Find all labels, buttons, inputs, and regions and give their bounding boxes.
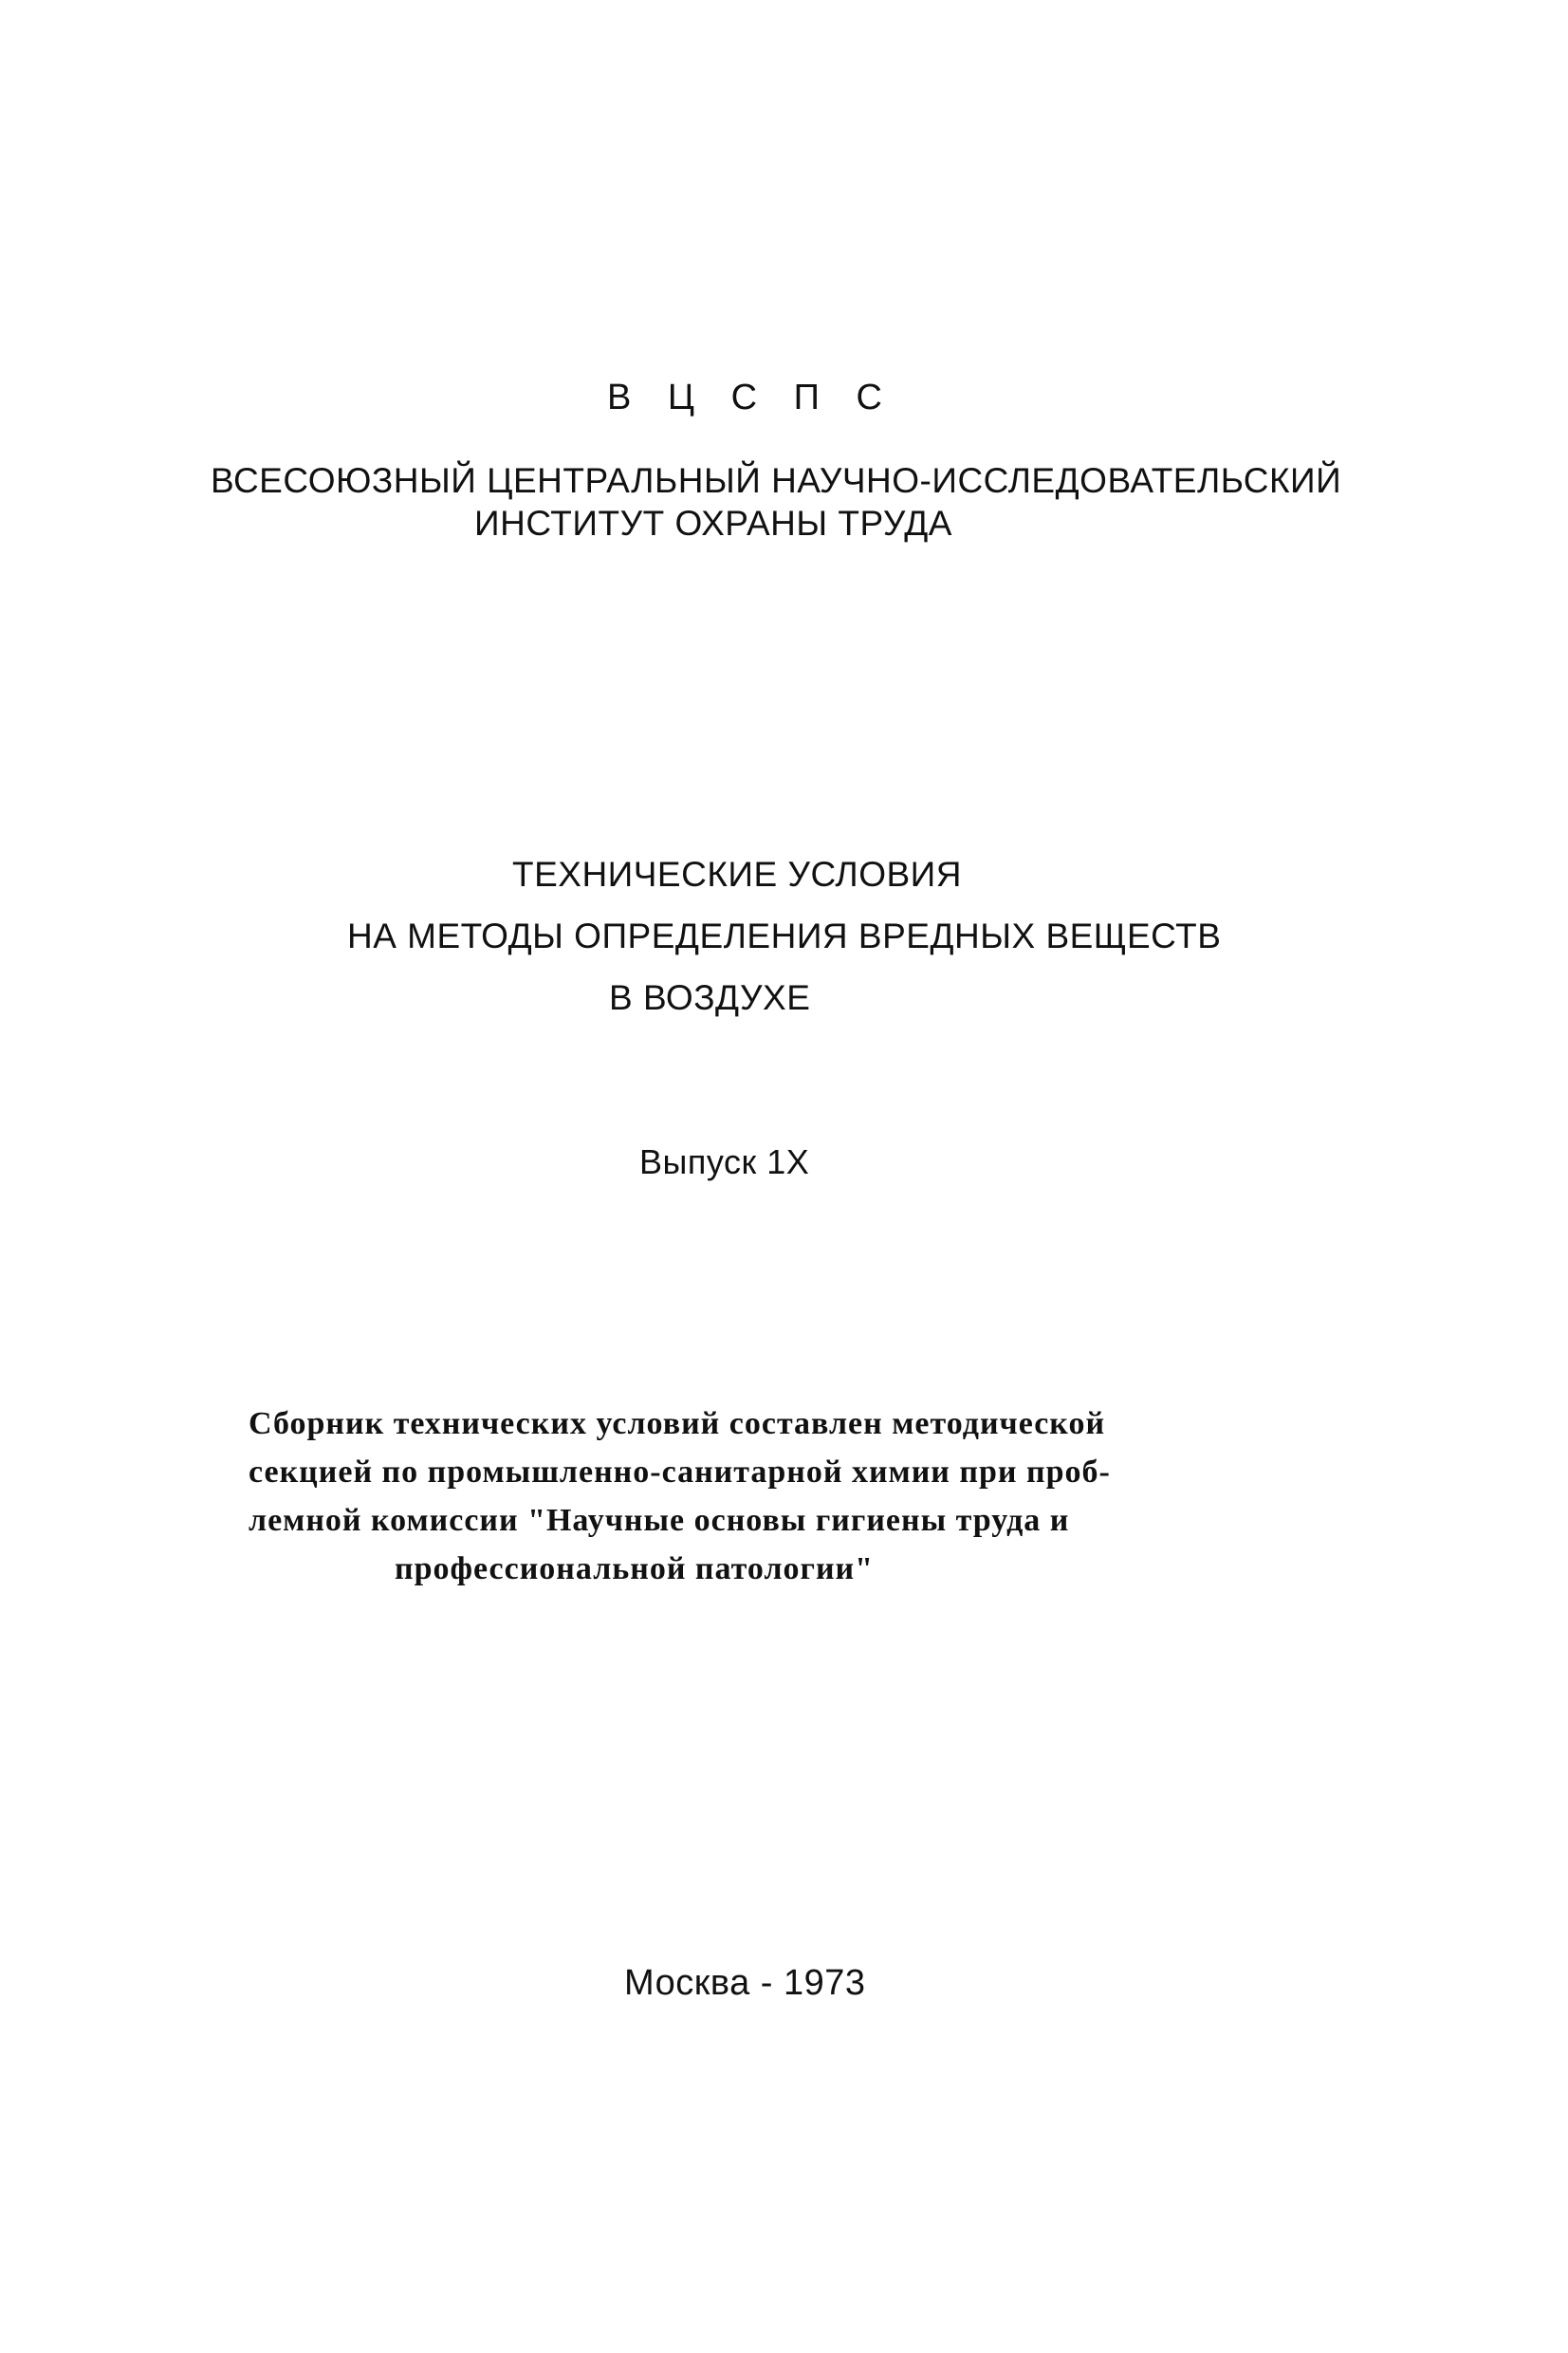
description-line-4: профессиональной патологии" xyxy=(395,1551,875,1586)
document-title-line-1: ТЕХНИЧЕСКИЕ УСЛОВИЯ xyxy=(512,855,962,894)
imprint-city-year: Москва - 1973 xyxy=(624,1963,866,2003)
institute-name-line-1: ВСЕСОЮЗНЫЙ ЦЕНТРАЛЬНЫЙ НАУЧНО-ИССЛЕДОВАТЕЛЬСКИЙ xyxy=(211,461,1342,500)
issue-number: Выпуск 1Х xyxy=(639,1142,810,1181)
document-title-line-2: НА МЕТОДЫ ОПРЕДЕЛЕНИЯ ВРЕДНЫХ ВЕЩЕСТВ xyxy=(347,917,1222,955)
description-line-1: Сборник технических условий составлен методической xyxy=(249,1406,1106,1441)
organization-abbreviation: В Ц С П С xyxy=(607,378,895,417)
description-line-2: секцией по промышленно-санитарной химии при проб- xyxy=(249,1454,1111,1490)
description-line-3: лемной комиссии "Научные основы гигиены труда и xyxy=(249,1503,1070,1538)
institute-name-line-2: ИНСТИТУТ ОХРАНЫ ТРУДА xyxy=(474,504,952,543)
document-title-line-3: В ВОЗДУХЕ xyxy=(609,978,811,1017)
